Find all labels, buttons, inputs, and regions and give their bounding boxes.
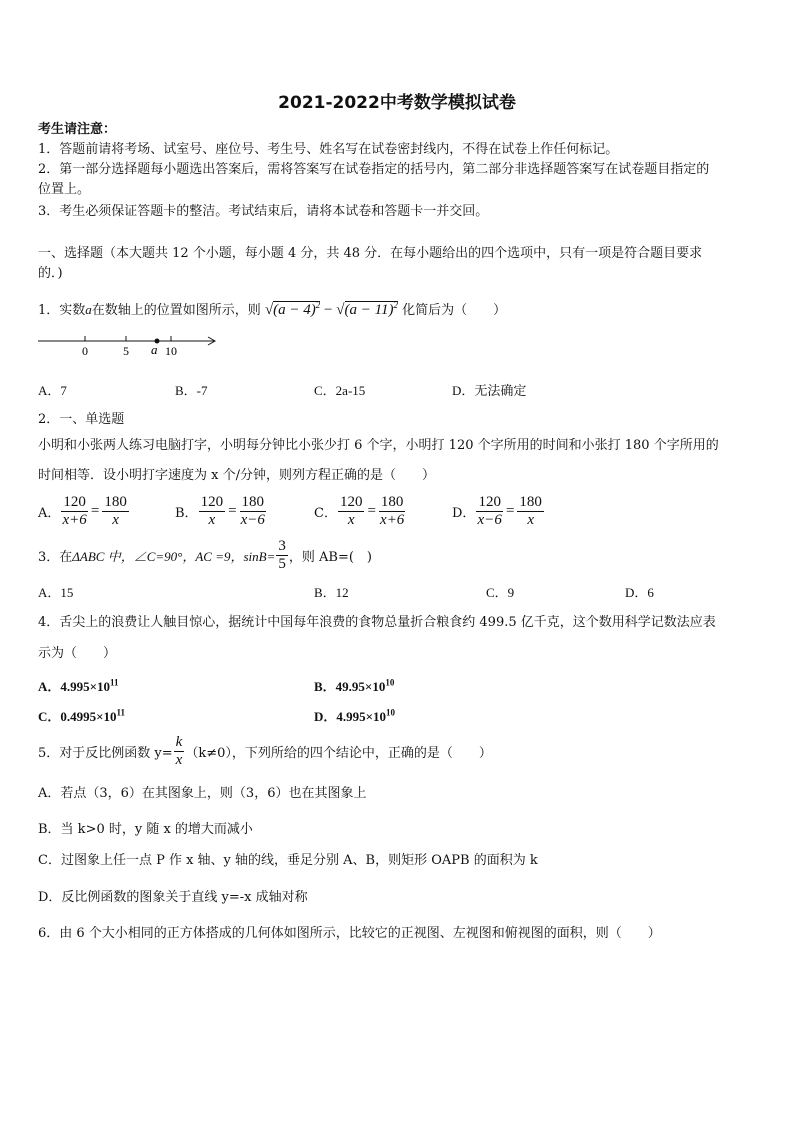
- axis-label-0: 0: [82, 344, 88, 358]
- q2-line-1: 小明和小张两人练习电脑打字，小明每分钟比小张少打 6 个字，小明打 120 个字所用的时间和小张打 180 个字所用的: [38, 438, 719, 453]
- q2-option-a[interactable]: A． $\frac{120}{x+6}$ = $\frac{180}{x}$: [38, 494, 127, 528]
- q2-option-c[interactable]: C． $\frac{120}{x}$ = $\frac{180}{x+6}$: [314, 494, 405, 528]
- frac-num: 180: [104, 494, 127, 510]
- q5-suffix: （k≠0），下列所给的四个结论中，正确的是（ ）: [185, 746, 492, 761]
- section-heading: 一、选择题（本大题共 12 个小题，每小题 4 分，共 48 分．在每小题给出的四个选项中，只有一项是符合题目要求: [38, 246, 703, 261]
- q4-option-d-base: D．4.995×10: [314, 709, 387, 724]
- q2-option-b[interactable]: B． $\frac{120}{x}$ = $\frac{180}{x-6}$: [175, 494, 265, 528]
- q4-line-2: 示为（ ）: [38, 646, 117, 661]
- q1-expr1: (a − 4): [273, 302, 316, 318]
- notice-item-2: 2．第一部分选择题每小题选出答案后，需将答案写在试卷指定的括号内，第二部分非选择题答案写在试卷题目指定的: [38, 162, 710, 177]
- q5-prefix: 5．对于反比例函数 y=: [38, 746, 173, 761]
- section-heading-cont: 的．): [38, 266, 63, 281]
- axis-label-a: a: [151, 342, 158, 357]
- q2-option-c-label: C．: [314, 506, 337, 521]
- axis-label-10: 10: [165, 344, 177, 358]
- notice-item-1: 1．答题前请将考场、试室号、座位号、考生号、姓名写在试卷密封线内，不得在试卷上作任何标记。: [38, 142, 619, 157]
- q4-option-b-base: B．49.95×10: [314, 679, 386, 694]
- q1-expr2: (a − 11): [344, 302, 394, 318]
- frac-den: x−6: [240, 512, 265, 528]
- q5-option-b[interactable]: B．当 k>0 时，y 随 x 的增大而减小: [38, 822, 253, 837]
- q4-option-b-exp: 10: [385, 677, 395, 688]
- frac-den: x: [347, 512, 355, 528]
- q1-prefix: 1．实数: [38, 303, 86, 318]
- q2-option-d[interactable]: D． $\frac{120}{x-6}$ = $\frac{180}{x}$: [452, 494, 542, 528]
- frac-num: 120: [339, 494, 363, 510]
- q1-option-b[interactable]: B．-7: [175, 383, 208, 398]
- frac-den: x: [175, 752, 183, 768]
- frac-den: x: [112, 512, 119, 528]
- q6-line-1: 6．由 6 个大小相同的正方体搭成的几何体如图所示，比较它的正视图、左视图和俯视图的面积，则（ ）: [38, 926, 661, 941]
- question-5: [38, 734, 492, 769]
- q1-minus: −: [324, 302, 333, 318]
- q1-var: a: [85, 302, 92, 317]
- q3-prefix: 3．在: [38, 550, 73, 565]
- q4-option-d[interactable]: [314, 706, 395, 725]
- frac-num: 120: [63, 494, 86, 510]
- frac-num: 3: [278, 538, 286, 554]
- frac-num: 120: [200, 494, 224, 510]
- notice-item-2-cont: 位置上。: [38, 182, 91, 197]
- frac-num: 180: [519, 494, 542, 510]
- q4-option-c[interactable]: [38, 706, 125, 725]
- frac-den: x: [527, 512, 534, 528]
- q1-mid: 在数轴上的位置如图所示，则: [91, 303, 261, 318]
- frac-num: k: [175, 734, 183, 750]
- q3-option-c[interactable]: C．9: [486, 585, 515, 600]
- q4-option-a-exp: 11: [110, 677, 119, 688]
- q1-option-d[interactable]: D．无法确定: [452, 383, 527, 398]
- q1-option-c[interactable]: C．2a-15: [314, 383, 366, 398]
- q4-option-b[interactable]: [314, 676, 394, 695]
- number-line: [36, 330, 226, 358]
- q5-option-c[interactable]: C．过图象上任一点 P 作 x 轴、y 轴的线，垂足分别 A、B，则矩形 OAPB 的面积为 k: [38, 853, 538, 868]
- q2-head: 2．一、单选题: [38, 412, 125, 427]
- frac-den: x+6: [380, 512, 405, 528]
- q2-option-a-label: A．: [38, 506, 61, 521]
- q4-line-1: 4．舌尖上的浪费让人触目惊心，据统计中国每年浪费的食物总量折合粮食约 499.5 亿千克，这个数用科学记数法应表: [38, 615, 716, 630]
- q2-line-2: 时间相等．设小明打字速度为 x 个/分钟，则列方程正确的是（ ）: [38, 468, 435, 483]
- frac-den: 5: [278, 556, 286, 572]
- q5-option-d[interactable]: D．反比例函数的图象关于直线 y=-x 成轴对称: [38, 890, 308, 905]
- frac-den: x−6: [477, 512, 502, 528]
- q3-condition: ΔABC 中，∠C=90°，AC =9，sinB=: [72, 549, 276, 564]
- notice-item-3: 3．考生必须保证答题卡的整洁。考试结束后，请将本试卷和答题卡一并交回。: [38, 204, 489, 219]
- axis-label-5: 5: [123, 344, 129, 358]
- q1-sq1: 2: [315, 300, 321, 310]
- question-1: [38, 294, 506, 322]
- q1-expression: $√(a - 4)^2 - √(a - 11)^2$: [264, 300, 398, 318]
- frac-den: x+6: [62, 512, 87, 528]
- q3-option-b[interactable]: B．12: [314, 585, 349, 600]
- q1-suffix: 化简后为（ ）: [402, 303, 507, 318]
- q4-option-a[interactable]: [38, 676, 119, 695]
- q1-option-a[interactable]: A．7: [38, 383, 67, 398]
- q2-option-d-label: D．: [452, 506, 476, 521]
- question-3: [38, 538, 372, 573]
- q4-option-a-base: A．4.995×10: [38, 679, 111, 694]
- q1-sq2: 2: [393, 300, 398, 310]
- notice-heading: 考生请注意：: [38, 122, 117, 137]
- page-title: 2021-2022中考数学模拟试卷: [278, 93, 516, 113]
- q4-option-d-exp: 10: [386, 707, 396, 718]
- frac-num: 180: [380, 494, 404, 510]
- q3-option-d[interactable]: D．6: [625, 585, 654, 600]
- q4-option-c-exp: 11: [116, 707, 126, 718]
- frac-num: 180: [241, 494, 265, 510]
- q3-suffix: ，则 AB=( ): [288, 550, 372, 565]
- frac-num: 120: [478, 494, 501, 510]
- frac-den: x: [208, 512, 216, 528]
- q4-option-c-base: C．0.4995×10: [38, 709, 117, 724]
- q3-option-a[interactable]: A．15: [38, 585, 74, 600]
- q2-option-b-label: B．: [175, 506, 198, 521]
- q5-option-a[interactable]: A．若点（3，6）在其图象上，则（3，6）也在其图象上: [38, 786, 367, 801]
